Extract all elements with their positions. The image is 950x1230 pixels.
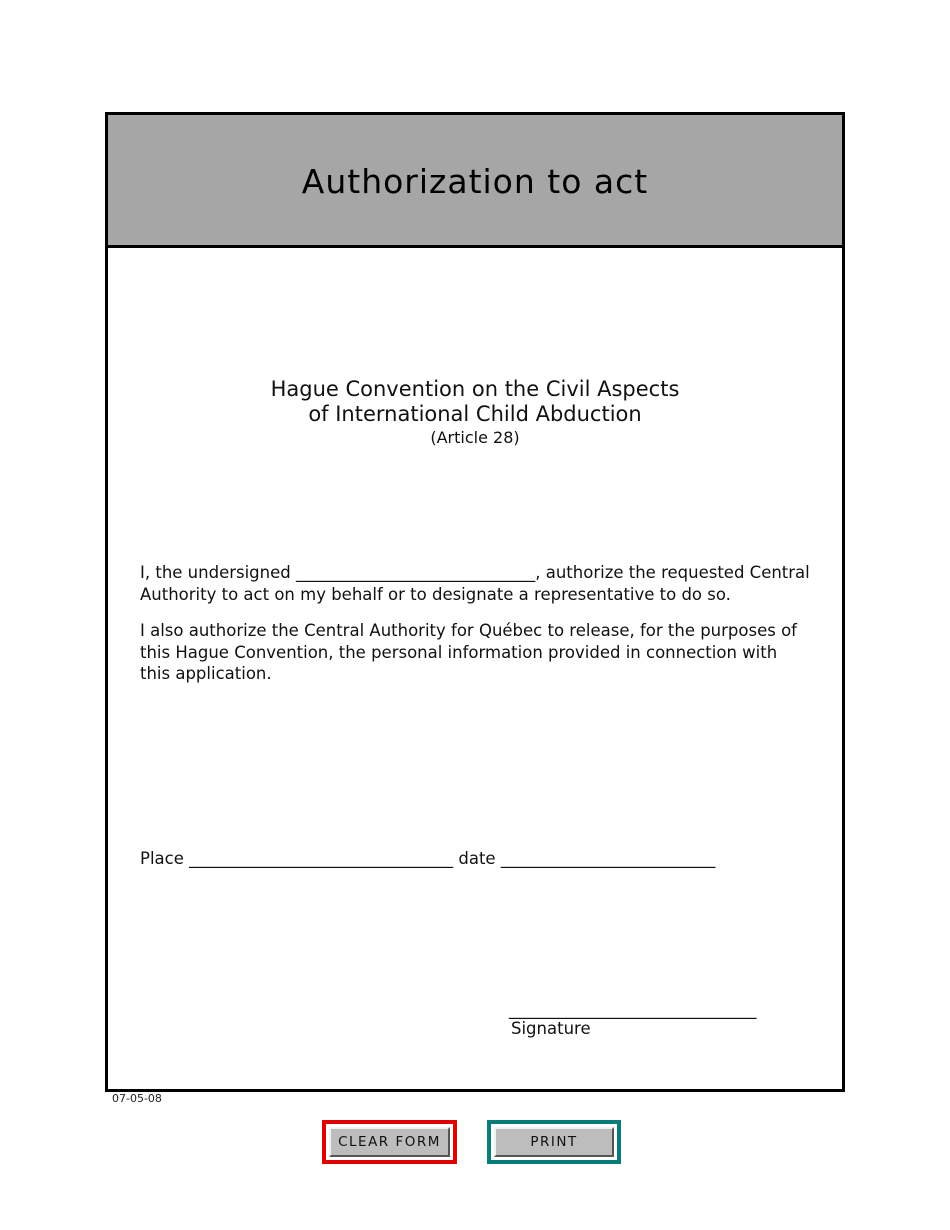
clear-form-button[interactable]: CLEAR FORM: [329, 1127, 450, 1157]
print-button-frame: [487, 1120, 621, 1164]
form-title: Authorization to act: [301, 161, 649, 201]
signature-label: Signature: [511, 1019, 591, 1038]
place-field[interactable]: ________________________________: [189, 849, 454, 868]
clear-form-button-frame: [322, 1120, 457, 1164]
date-label: date: [458, 849, 496, 868]
date-field[interactable]: __________________________: [500, 849, 716, 868]
signature-field[interactable]: ______________________________: [509, 1000, 757, 1019]
authorization-paragraph: [140, 562, 812, 605]
place-label: Place: [140, 849, 184, 868]
print-button[interactable]: PRINT: [494, 1127, 614, 1157]
para1-prefix: I, the undersigned: [140, 563, 291, 582]
convention-title-line1: Hague Convention on the Civil Aspects: [270, 377, 680, 401]
undersigned-name-field[interactable]: _____________________________: [296, 563, 536, 582]
convention-title-line2: of International Child Abduction: [308, 402, 642, 426]
para1-suffix: , authorize the requested Central Authority to act on my behalf or to designate a representative to do so.: [140, 563, 810, 604]
article-reference: (Article 28): [430, 428, 520, 447]
form-frame: [105, 112, 845, 1092]
header-band: [108, 115, 842, 248]
place-date-row: [140, 849, 715, 868]
form-code: 07-05-08: [112, 1092, 162, 1105]
release-paragraph: I also authorize the Central Authority for Québec to release, for the purposes of this Hague Convention, the personal information provided in connection with this application.: [140, 621, 797, 683]
